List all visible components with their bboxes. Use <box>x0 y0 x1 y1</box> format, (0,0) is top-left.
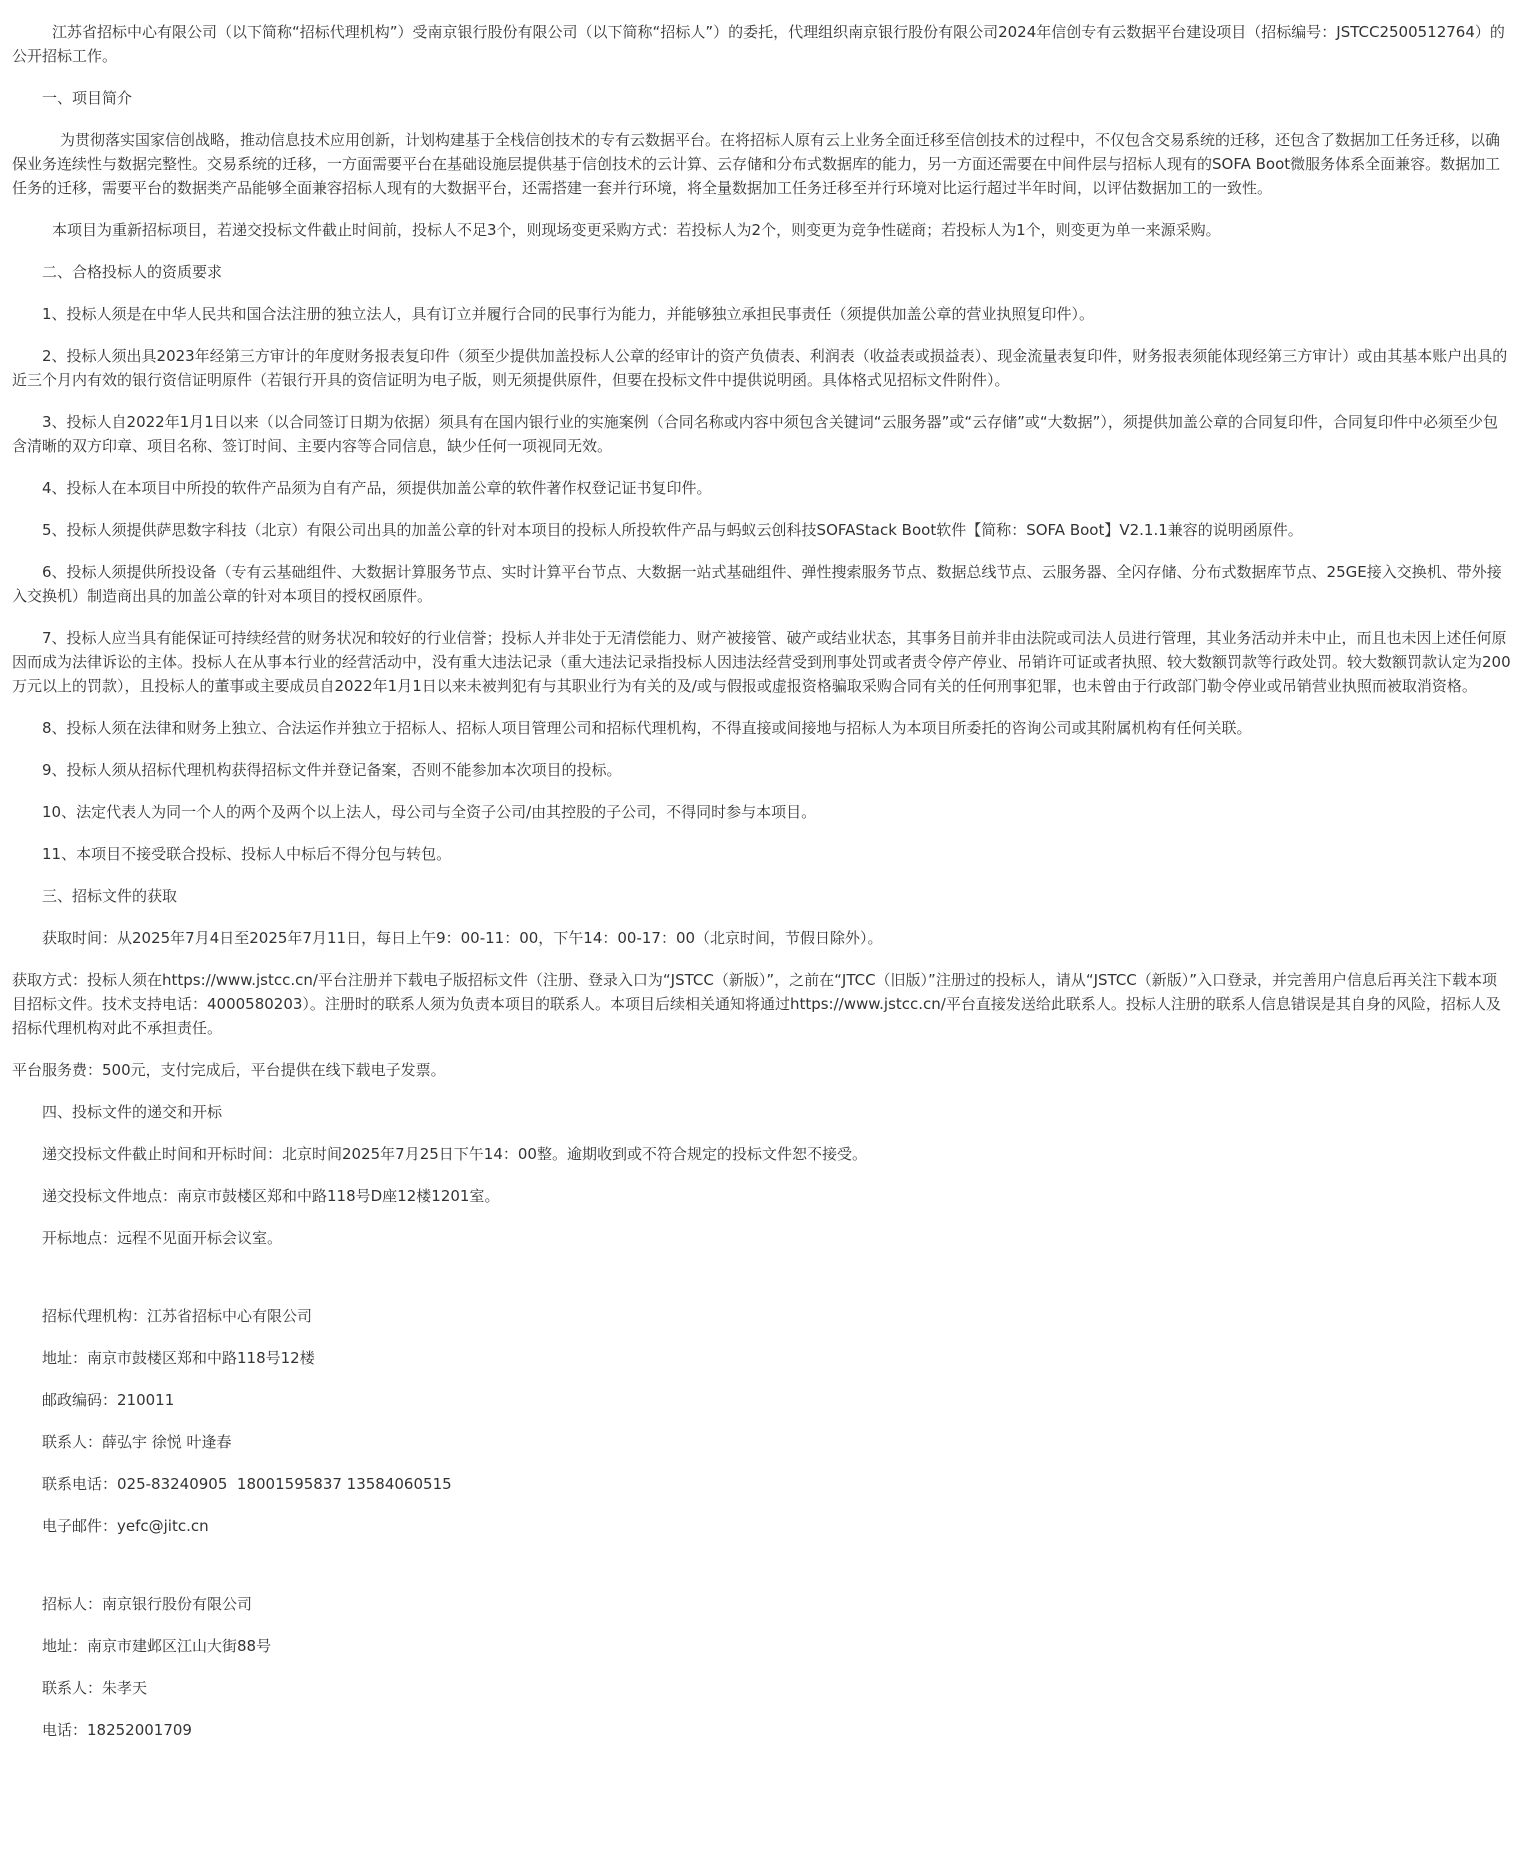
qualification-item-10: 10、法定代表人为同一个人的两个及两个以上法人，母公司与全资子公司/由其控股的子公司，不得同时参与本项目。 <box>42 803 817 821</box>
qualification-item-2: 2、投标人须出具2023年经第三方审计的年度财务报表复印件（须至少提供加盖投标人公章的经审计的资产负债表、利润表（收益表或损益表）、现金流量表复印件，财务报表须能体现经第三方审计）或由其基本账户出具的近三个月内有效的银行资信证明原件（若银行开具的资信证明为电子版，则无须提供原件，但要在投标文件中提供说明函。具体格式见招标文件附件）。 <box>12 347 1508 389</box>
section1-paragraph-1: 为贯彻落实国家信创战略，推动信息技术应用创新，计划构建基于全栈信创技术的专有云数据平台。在将招标人原有云上业务全面迁移至信创技术的过程中，不仅包含交易系统的迁移，还包含了数据加工任务迁移，以确保业务连续性与数据完整性。交易系统的迁移，一方面需要平台在基础设施层提供基于信创技术的云计算、云存储和分布式数据库的能力，另一方面还需要在中间件层与招标人现有的SOFA Boot微服务体系全面兼容。数据加工任务的迁移，需要平台的数据类产品能够全面兼容招标人现有的大数据平台，还需搭建一套并行环境，将全量数据加工任务迁移至并行环境对比运行超过半年时间，以评估数据加工的一致性。 <box>12 131 1501 197</box>
qualification-item-5: 5、投标人须提供萨思数字科技（北京）有限公司出具的加盖公章的针对本项目的投标人所投软件产品与蚂蚁云创科技SOFAStack Boot软件【简称：SOFA Boot】V2.1.1兼容的说明函原件。 <box>42 521 1303 539</box>
bid-opening-place: 开标地点：远程不见面开标会议室。 <box>42 1229 283 1247</box>
agency-phone: 联系电话：025-83240905 18001595837 13584060515 <box>42 1475 452 1493</box>
section4-heading: 四、投标文件的递交和开标 <box>42 1103 223 1121</box>
qualification-item-4: 4、投标人在本项目中所投的软件产品须为自有产品，须提供加盖公章的软件著作权登记证书复印件。 <box>42 479 712 497</box>
platform-service-fee: 平台服务费：500元，支付完成后，平台提供在线下载电子发票。 <box>12 1061 446 1079</box>
section3-heading: 三、招标文件的获取 <box>42 887 178 905</box>
section1-paragraph-2: 本项目为重新招标项目，若递交投标文件截止时间前，投标人不足3个，则现场变更采购方式：若投标人为2个，则变更为竞争性磋商；若投标人为1个，则变更为单一来源采购。 <box>52 221 1221 239</box>
document-acquisition-time: 获取时间：从2025年7月4日至2025年7月11日，每日上午9：00-11：00，下午14：00-17：00（北京时间，节假日除外）。 <box>42 929 883 947</box>
tenderer-contact: 联系人：朱孝天 <box>42 1679 148 1697</box>
submission-deadline: 递交投标文件截止时间和开标时间：北京时间2025年7月25日下午14：00整。逾期收到或不符合规定的投标文件恕不接受。 <box>42 1145 867 1163</box>
agency-contacts: 联系人：薛弘宇 徐悦 叶逢春 <box>42 1433 232 1451</box>
spacer <box>12 1268 1511 1304</box>
document-acquisition-method: 获取方式：投标人须在https://www.jstcc.cn/平台注册并下载电子版招标文件（注册、登录入口为“JSTCC（新版）”，之前在“JTCC（旧版）”注册过的投标人，请从“JSTCC（新版）”入口登录，并完善用户信息后再关注下载本项目招标文件。技术支持电话：4000580203）。注册时的联系人须为负责本项目的联系人。本项目后续相关通知将通过https://www.jstcc.cn/平台直接发送给此联系人。投标人注册的联系人信息错误是其自身的风险，招标人及招标代理机构对此不承担责任。 <box>12 971 1501 1037</box>
qualification-item-1: 1、投标人须是在中华人民共和国合法注册的独立法人，具有订立并履行合同的民事行为能力，并能够独立承担民事责任（须提供加盖公章的营业执照复印件）。 <box>42 305 1095 323</box>
qualification-item-9: 9、投标人须从招标代理机构获得招标文件并登记备案，否则不能参加本次项目的投标。 <box>42 761 622 779</box>
qualification-item-7: 7、投标人应当具有能保证可持续经营的财务状况和较好的行业信誉；投标人并非处于无清偿能力、财产被接管、破产或结业状态，其事务目前并非由法院或司法人员进行管理，其业务活动并未中止，而且也未因上述任何原因而成为法律诉讼的主体。投标人在从事本行业的经营活动中，没有重大违法记录（重大违法记录指投标人因违法经营受到刑事处罚或者责令停产停业、吊销许可证或者执照、较大数额罚款等行政处罚。较大数额罚款认定为200万元以上的罚款），且投标人的董事或主要成员自2022年1月1日以来未被判犯有与其职业行为有关的及/或与假报或虚报资格骗取采购合同有关的任何刑事犯罪，也未曾由于行政部门勒令停业或吊销营业执照而被取消资格。 <box>12 629 1511 695</box>
agency-postcode: 邮政编码：210011 <box>42 1391 175 1409</box>
section1-heading: 一、项目简介 <box>42 89 133 107</box>
spacer <box>12 1556 1511 1592</box>
agency-name: 招标代理机构：江苏省招标中心有限公司 <box>42 1307 313 1325</box>
tenderer-phone: 电话：18252001709 <box>42 1721 192 1739</box>
intro-paragraph: 江苏省招标中心有限公司（以下简称“招标代理机构”）受南京银行股份有限公司（以下简称“招标人”）的委托，代理组织南京银行股份有限公司2024年信创专有云数据平台建设项目（招标编号：JSTCC2500512764）的公开招标工作。 <box>12 23 1505 65</box>
qualification-item-11: 11、本项目不接受联合投标、投标人中标后不得分包与转包。 <box>42 845 452 863</box>
tenderer-name: 招标人：南京银行股份有限公司 <box>42 1595 253 1613</box>
qualification-item-3: 3、投标人自2022年1月1日以来（以合同签订日期为依据）须具有在国内银行业的实施案例（合同名称或内容中须包含关键词“云服务器”或“云存储”或“大数据”），须提供加盖公章的合同复印件，合同复印件中必须至少包含清晰的双方印章、项目名称、签订时间、主要内容等合同信息，缺少任何一项视同无效。 <box>12 413 1498 455</box>
agency-address: 地址：南京市鼓楼区郑和中路118号12楼 <box>42 1349 315 1367</box>
tenderer-address: 地址：南京市建邺区江山大街88号 <box>42 1637 272 1655</box>
qualification-item-8: 8、投标人须在法律和财务上独立、合法运作并独立于招标人、招标人项目管理公司和招标代理机构，不得直接或间接地与招标人为本项目所委托的咨询公司或其附属机构有任何关联。 <box>42 719 1252 737</box>
agency-email: 电子邮件：yefc@jitc.cn <box>42 1517 209 1535</box>
qualification-item-6: 6、投标人须提供所投设备（专有云基础组件、大数据计算服务节点、实时计算平台节点、大数据一站式基础组件、弹性搜索服务节点、数据总线节点、云服务器、全闪存储、分布式数据库节点、25GE接入交换机、带外接入交换机）制造商出具的加盖公章的针对本项目的授权函原件。 <box>12 563 1502 605</box>
submission-place: 递交投标文件地点：南京市鼓楼区郑和中路118号D座12楼1201室。 <box>42 1187 500 1205</box>
section2-heading: 二、合格投标人的资质要求 <box>42 263 223 281</box>
